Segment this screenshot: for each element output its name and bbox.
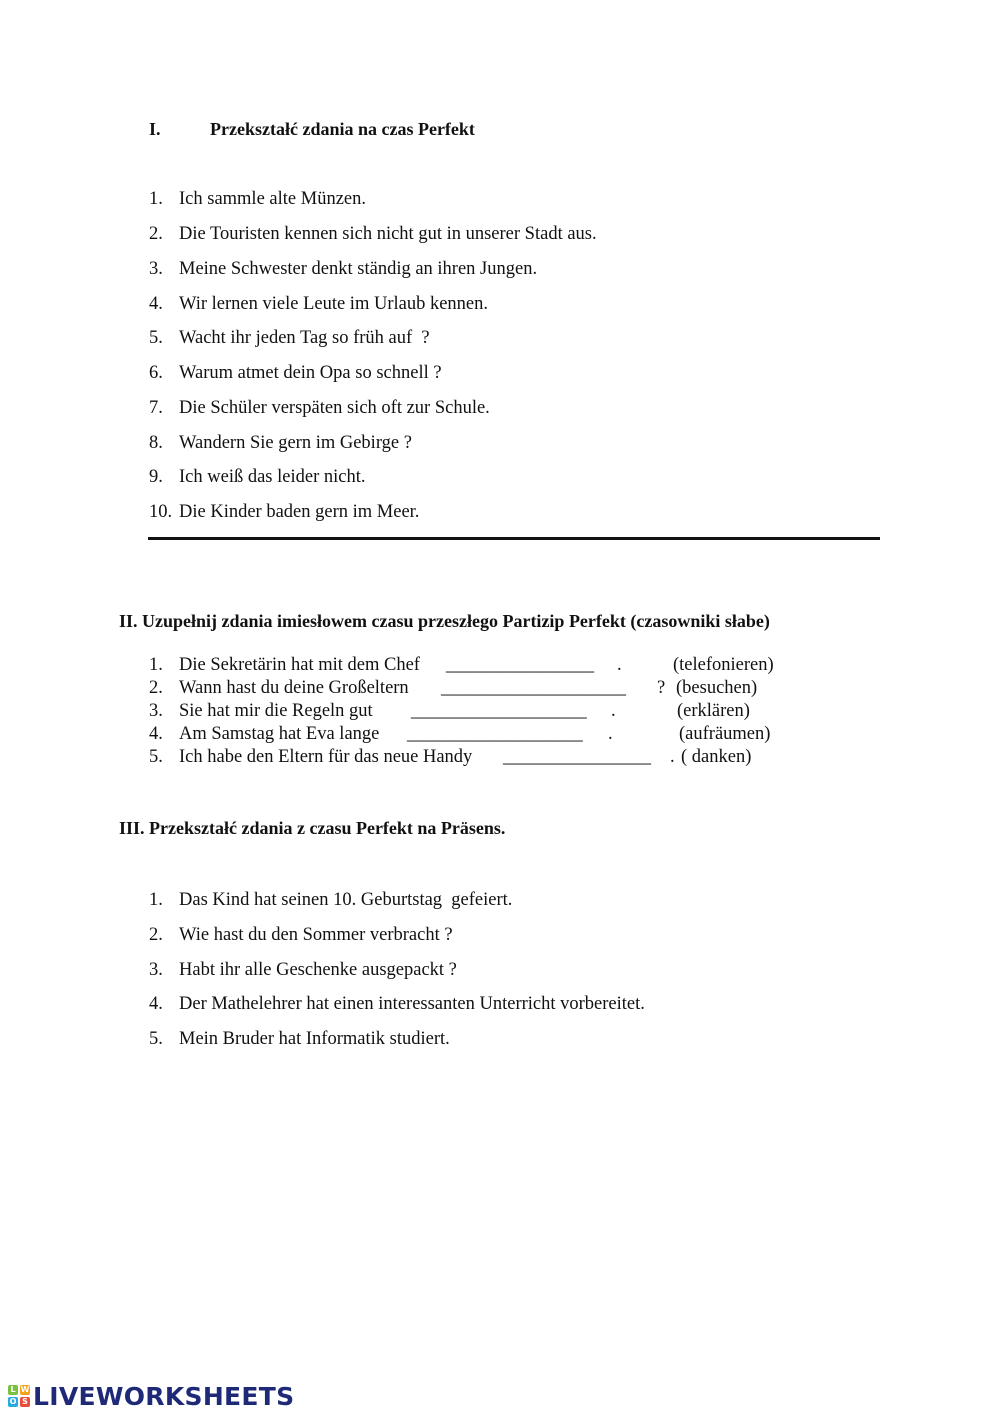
item-text: Wacht ihr jeden Tag so früh auf ? <box>179 328 430 348</box>
logo-tile: O <box>9 1397 17 1406</box>
liveworksheets-logo <box>8 1381 294 1411</box>
item-punctuation: . <box>608 724 613 744</box>
answer-blank[interactable]: ________________ <box>446 655 594 675</box>
item-text: Die Kinder baden gern im Meer. <box>179 502 420 522</box>
list-item <box>149 994 645 1015</box>
answer-blank[interactable]: ________________ <box>503 747 651 767</box>
item-number: 9. <box>149 467 163 487</box>
item-number: 3. <box>149 960 163 980</box>
logo-mark-icon <box>8 1385 30 1407</box>
item-text: Meine Schwester denkt ständig an ihren Jungen. <box>179 259 538 279</box>
verb-hint: ( danken) <box>681 747 752 767</box>
logo-text: LIVEWORKSHEETS <box>33 1381 295 1411</box>
item-text: Die Schüler verspäten sich oft zur Schule. <box>179 398 490 418</box>
item-number: 5. <box>149 747 163 767</box>
verb-hint: (aufräumen) <box>679 724 771 744</box>
section-2-title: II. Uzupełnij zdania imiesłowem czasu przeszłego Partizip Perfekt (czasowniki słabe) <box>119 611 770 631</box>
list-item <box>149 1029 450 1050</box>
item-text: Mein Bruder hat Informatik studiert. <box>179 1029 450 1049</box>
item-text: Habt ihr alle Geschenke ausgepackt ? <box>179 960 457 980</box>
list-item <box>149 398 490 419</box>
item-punctuation: . <box>617 655 622 675</box>
list-item <box>149 467 366 488</box>
list-item <box>149 328 430 349</box>
section-divider <box>148 537 880 540</box>
list-item <box>149 189 366 210</box>
item-text: Ich weiß das leider nicht. <box>179 467 366 487</box>
item-number: 5. <box>149 328 163 348</box>
item-punctuation: ? <box>657 678 666 698</box>
item-text: Am Samstag hat Eva lange <box>179 724 380 744</box>
item-text: Wann hast du deine Großeltern <box>179 678 409 698</box>
list-item <box>149 701 750 722</box>
item-punctuation: . <box>611 701 616 721</box>
item-number: 8. <box>149 433 163 453</box>
verb-hint: (telefonieren) <box>673 655 774 675</box>
list-item <box>149 747 752 768</box>
item-text: Wie hast du den Sommer verbracht ? <box>179 925 453 945</box>
item-text: Sie hat mir die Regeln gut <box>179 701 373 721</box>
item-text: Warum atmet dein Opa so schnell ? <box>179 363 442 383</box>
logo-tile: S <box>20 1397 30 1407</box>
item-number: 6. <box>149 363 163 383</box>
item-text: Die Touristen kennen sich nicht gut in unserer Stadt aus. <box>179 224 597 244</box>
item-number: 5. <box>149 1029 163 1049</box>
list-item <box>149 259 538 280</box>
item-number: 4. <box>149 994 163 1014</box>
list-item <box>149 960 457 981</box>
section-1-title: Przekształć zdania na czas Perfekt <box>210 119 475 139</box>
item-number: 3. <box>149 259 163 279</box>
verb-hint: (erklären) <box>677 701 750 721</box>
item-text: Das Kind hat seinen 10. Geburtstag gefeiert. <box>179 890 513 910</box>
list-item <box>149 363 442 384</box>
list-item <box>149 433 412 454</box>
item-text: Wir lernen viele Leute im Urlaub kennen. <box>179 294 489 314</box>
item-text: Die Sekretärin hat mit dem Chef <box>179 655 420 675</box>
answer-blank[interactable]: ___________________ <box>411 701 587 721</box>
section-3-title: III. Przekształć zdania z czasu Perfekt na Präsens. <box>119 818 506 838</box>
verb-hint: (besuchen) <box>676 678 758 698</box>
list-item <box>149 655 774 676</box>
section-1-numeral: I. <box>149 119 161 139</box>
list-item <box>149 925 453 946</box>
list-item <box>149 502 420 523</box>
item-number: 1. <box>149 890 163 910</box>
item-number: 2. <box>149 678 163 698</box>
item-punctuation: . <box>670 747 675 767</box>
item-number: 1. <box>149 189 163 209</box>
item-number: 2. <box>149 224 163 244</box>
item-text: Ich habe den Eltern für das neue Handy <box>179 747 473 767</box>
item-number: 4. <box>149 294 163 314</box>
item-number: 4. <box>149 724 163 744</box>
answer-blank[interactable]: ____________________ <box>441 678 626 698</box>
item-text: Ich sammle alte Münzen. <box>179 189 366 209</box>
answer-blank[interactable]: ___________________ <box>407 724 583 744</box>
item-number: 2. <box>149 925 163 945</box>
item-number: 1. <box>149 655 163 675</box>
list-item <box>149 678 758 699</box>
logo-tile: L <box>8 1385 18 1395</box>
list-item <box>149 890 513 911</box>
item-number: 10. <box>149 502 173 522</box>
item-number: 3. <box>149 701 163 721</box>
list-item <box>149 724 771 745</box>
item-text: Wandern Sie gern im Gebirge ? <box>179 433 412 453</box>
item-text: Der Mathelehrer hat einen interessanten Unterricht vorbereitet. <box>179 994 645 1014</box>
logo-tile: W <box>20 1385 30 1394</box>
list-item <box>149 224 597 245</box>
list-item <box>149 294 489 315</box>
item-number: 7. <box>149 398 163 418</box>
